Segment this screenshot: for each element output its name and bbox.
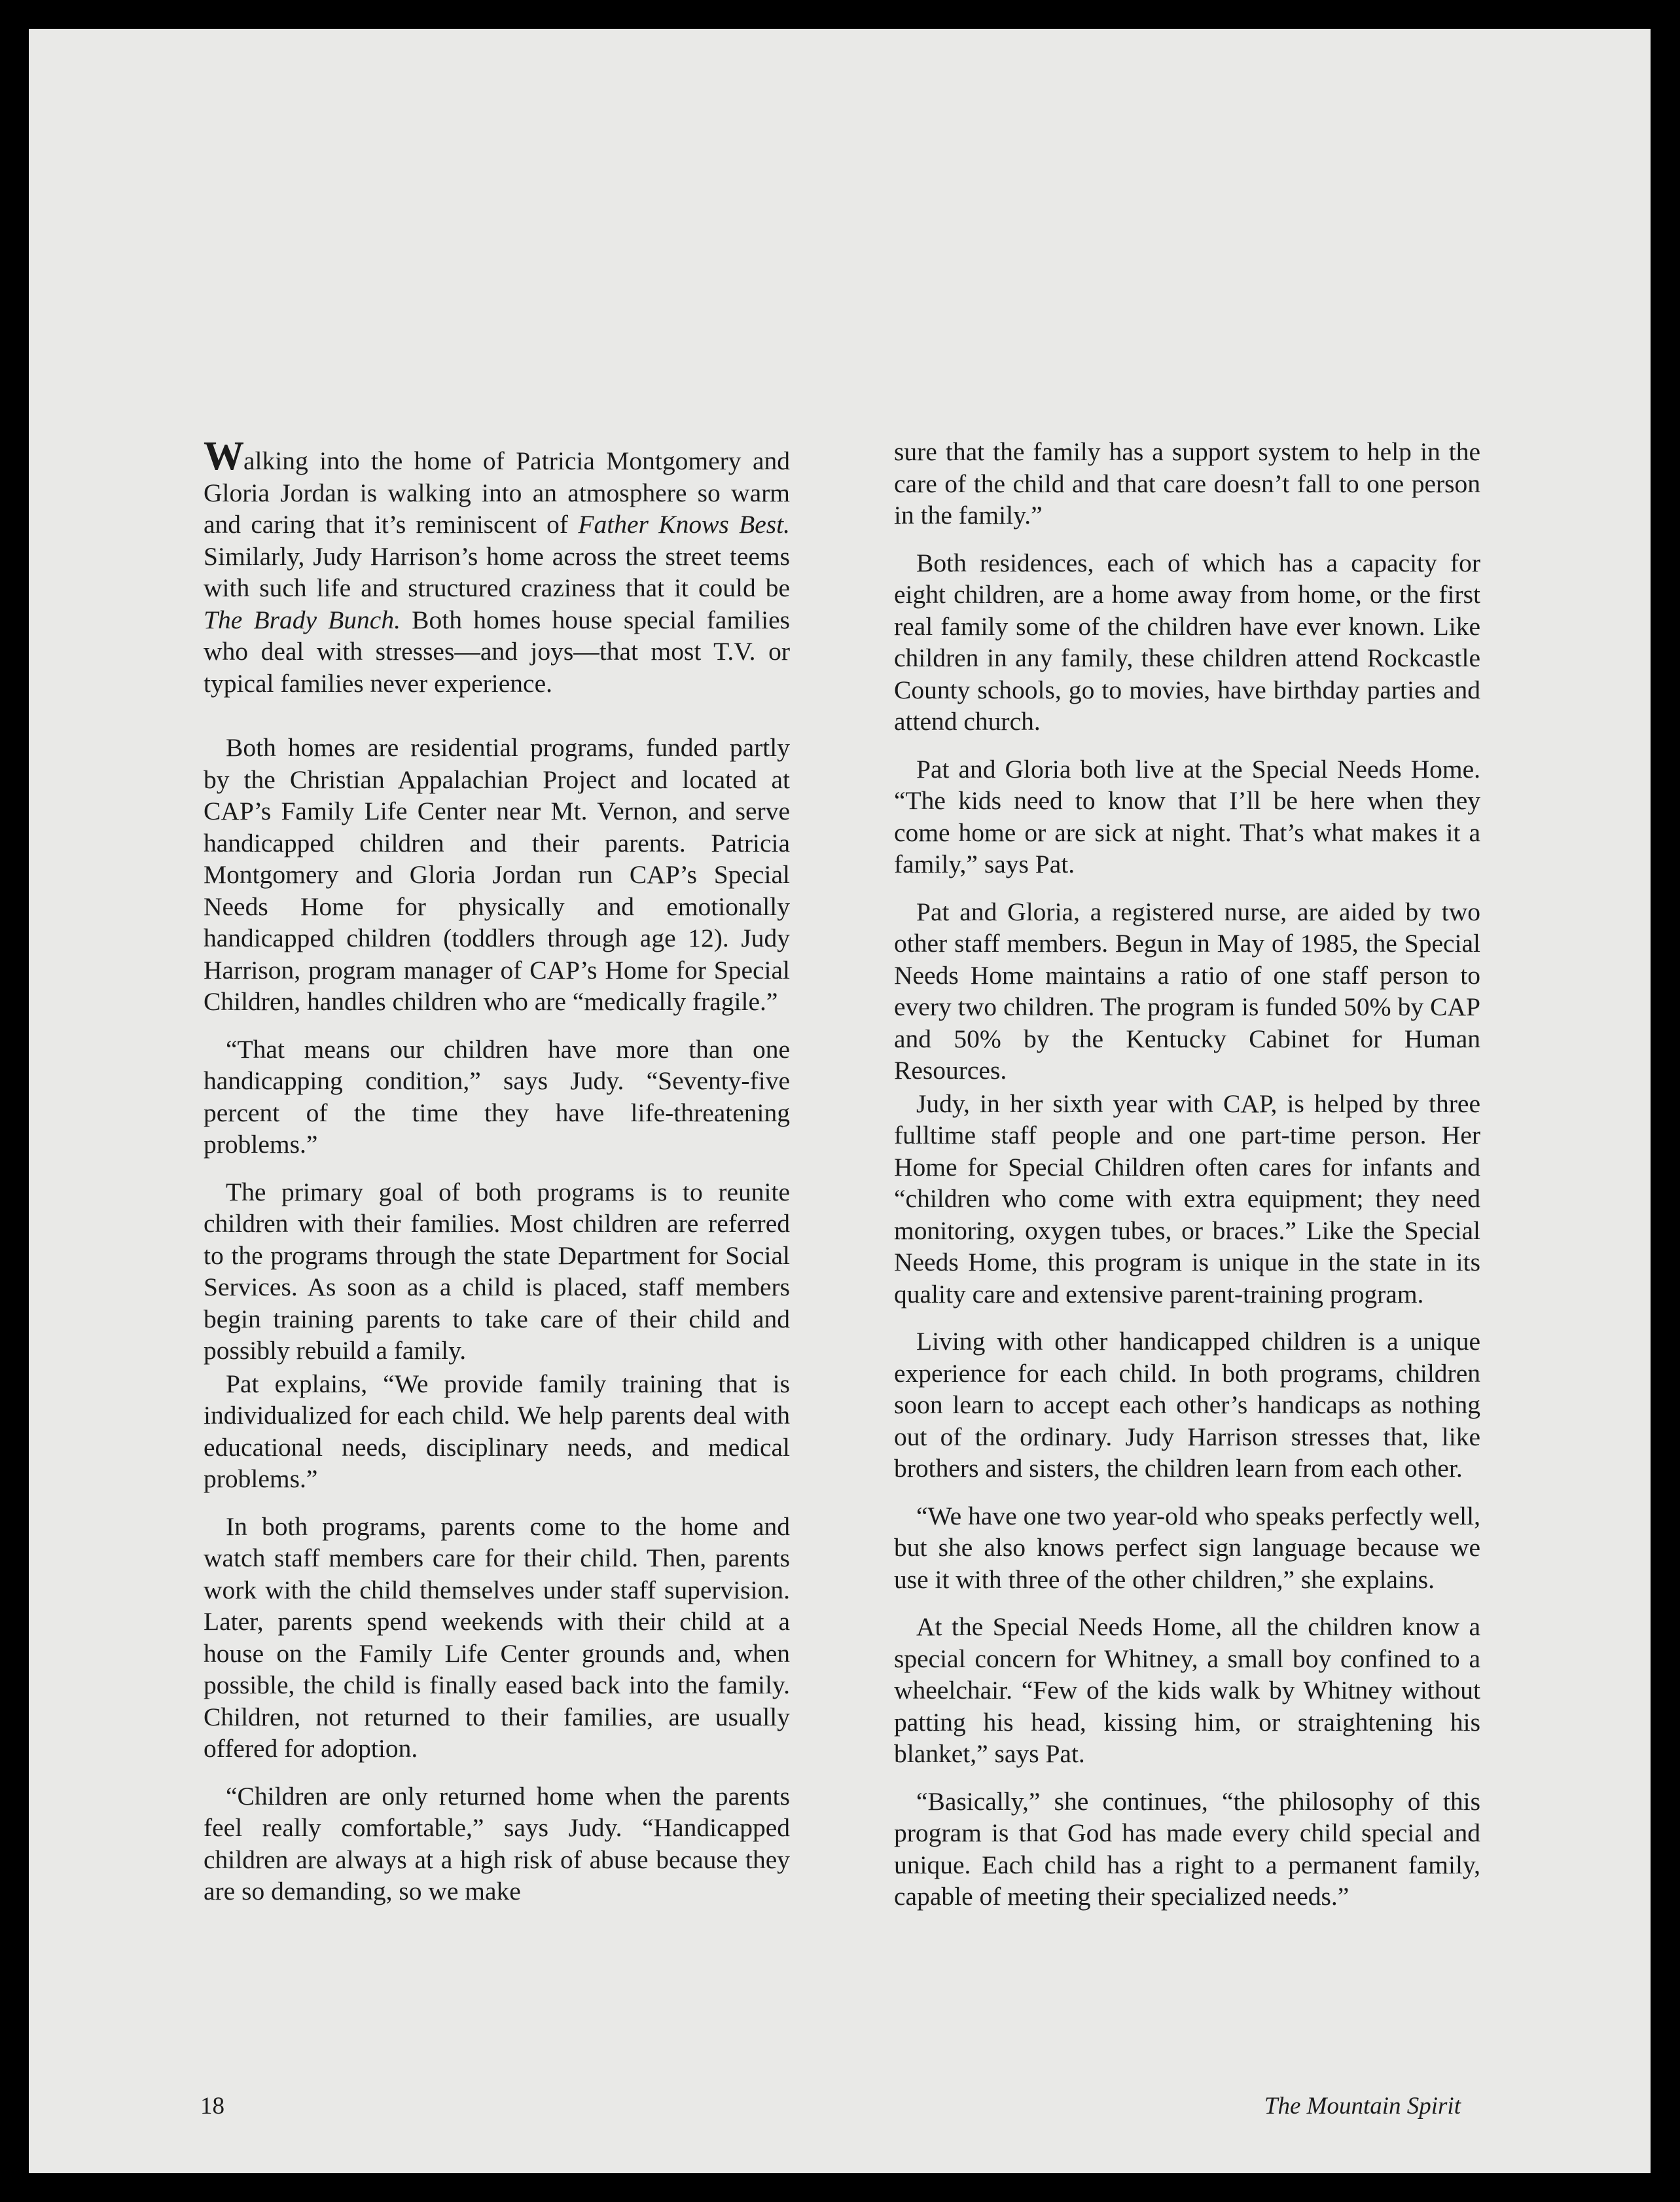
lead-text-part-3: Both homes house special families who deal with stresses—and joys—that most T.V. or typical families never experience.	[204, 605, 790, 698]
body-paragraph: “That means our children have more than one handicapping condition,” says Judy. “Seventy-five percent of the time they have life-threatening problems.”	[204, 1034, 790, 1159]
page-number: 18	[200, 2093, 224, 2120]
body-paragraph: At the Special Needs Home, all the children know a special concern for Whitney, a small boy confined to a wheelchair. “Few of the kids walk by Whitney without patting his head, kissing him, or straightening his blanket,” says Pat.	[894, 1612, 1480, 1768]
body-paragraph: “Children are only returned home when the parents feel really comfortable,” says Judy. “Handicapped children are always at a high risk of abuse because they are so demanding, so we make	[204, 1781, 790, 1905]
show-title-brady-bunch: The Brady Bunch.	[204, 605, 401, 634]
body-paragraph: Both residences, each of which has a capacity for eight children, are a home away from home, or the first real family some of the children have ever known. Like children in any family, these children attend Rockcastle County schools, go to movies, have birthday parties and attend church.	[894, 548, 1480, 736]
show-title-father-knows-best: Father Knows Best.	[578, 510, 790, 539]
body-paragraph: The primary goal of both programs is to reunite children with their families. Most children are referred to the programs through the state Department for Social Services. As soon as a child is placed, staff members begin training parents to take care of their child and possibly rebuild a family.	[204, 1177, 790, 1365]
body-paragraph: Pat and Gloria, a registered nurse, are aided by two other staff members. Begun in May of 1985, the Special Needs Home maintains a ratio of one staff person to every two children. The program is funded 50% by CAP and 50% by the Kentucky Cabinet for Human Resources.	[894, 897, 1480, 1085]
body-paragraph: In both programs, parents come to the home and watch staff members care for their child. Then, parents work with the child themselves under staff supervision. Later, parents spend weekends with their child at a house on the Family Life Center grounds and, when possible, the child is finally eased back into the family. Children, not returned to their families, are usually offered for adoption.	[204, 1511, 790, 1763]
body-paragraph: sure that the family has a support system to help in the care of the child and that care doesn’t fall to one person in the family.”	[894, 437, 1480, 530]
lead-paragraph	[204, 436, 790, 699]
body-paragraph: Living with other handicapped children is a unique experience for each child. In both programs, children soon learn to accept each other’s handicaps as nothing out of the ordinary. Judy Harrison stresses that, like brothers and sisters, the children learn from each other.	[894, 1327, 1480, 1483]
lead-text-part-2: Similarly, Judy Harrison’s home across the street teems with such life and structured craziness that it could be	[204, 541, 790, 602]
right-column	[894, 436, 1480, 1928]
drop-cap: W	[204, 434, 243, 478]
left-column	[204, 436, 790, 1923]
publication-title: The Mountain Spirit	[1264, 2093, 1461, 2120]
body-paragraph: Pat explains, “We provide family training that is individualized for each child. We help parents deal with educational needs, disciplinary needs, and medical problems.”	[204, 1369, 790, 1493]
body-paragraph: Judy, in her sixth year with CAP, is helped by three fulltime staff people and one part-time person. Her Home for Special Children often cares for infants and “children who come with extra equipment; they need monitoring, oxygen tubes, or braces.” Like the Special Needs Home, this program is unique in the state in its quality care and extensive parent-training program.	[894, 1089, 1480, 1309]
body-paragraph: Pat and Gloria both live at the Special Needs Home. “The kids need to know that I’ll be here when they come home or are sick at night. That’s what makes it a family,” says Pat.	[894, 754, 1480, 878]
magazine-page	[29, 29, 1651, 2173]
lead-text-part-1: alking into the home of Patricia Montgomery and Gloria Jordan is walking into an atmosphere so warm and caring that it’s reminiscent of	[204, 446, 790, 539]
body-paragraph: Both homes are residential programs, funded partly by the Christian Appalachian Project and located at CAP’s Family Life Center near Mt. Vernon, and serve handicapped children and their parents. Patricia Montgomery and Gloria Jordan run CAP’s Special Needs Home for physically and emotionally handicapped children (toddlers through age 12). Judy Harrison, program manager of CAP’s Home for Special Children, handles children who are “medically fragile.”	[204, 733, 790, 1016]
body-paragraph: “We have one two year-old who speaks perfectly well, but she also knows perfect sign language because we use it with three of the other children,” she explains.	[894, 1501, 1480, 1594]
body-paragraph: “Basically,” she continues, “the philosophy of this program is that God has made every child special and unique. Each child has a right to a permanent family, capable of meeting their specialized needs.”	[894, 1786, 1480, 1911]
